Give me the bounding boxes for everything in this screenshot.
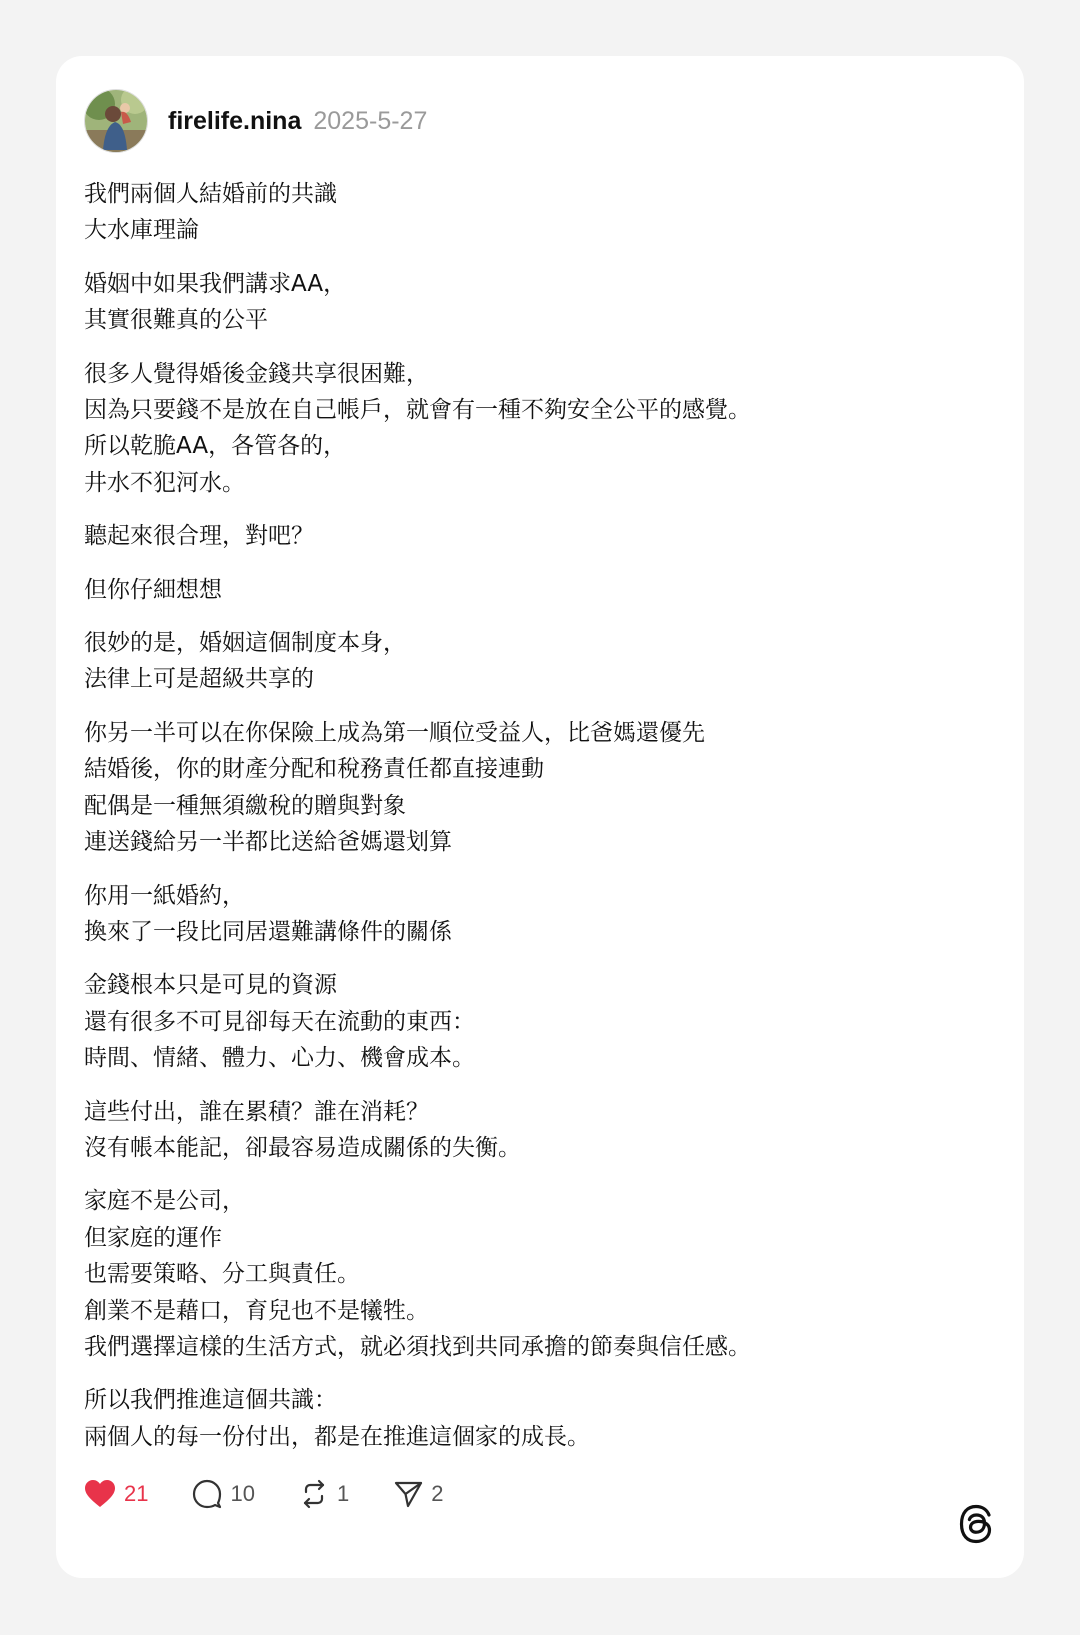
post-paragraph: [84, 266, 994, 339]
post-text-line: 創業不是藉口，育兒也不是犧牲。: [84, 1297, 429, 1324]
post-text-line: 很多人覺得婚後金錢共享很困難，: [84, 360, 429, 387]
post-paragraph: [84, 572, 994, 608]
post-paragraph: [84, 715, 994, 861]
post-text-line: 配偶是一種無須繳稅的贈與對象: [84, 792, 406, 819]
post-paragraph: [84, 1183, 994, 1365]
post-paragraph: [84, 356, 994, 502]
post-header: [84, 90, 427, 152]
threads-logo-icon: [958, 1504, 994, 1548]
post-text-line: 我們選擇這樣的生活方式，就必須找到共同承擔的節奏與信任感。: [84, 1333, 751, 1360]
post-paragraph: [84, 176, 994, 249]
post-paragraph: [84, 518, 994, 554]
share-count: 2: [431, 1481, 444, 1506]
post-paragraph: [84, 967, 994, 1076]
post-paragraph: [84, 625, 994, 698]
comment-count: 10: [230, 1481, 255, 1506]
post-text-line: 婚姻中如果我們講求AA，: [84, 270, 347, 297]
repost-button[interactable]: [299, 1479, 349, 1509]
post-paragraph: [84, 1094, 994, 1167]
repost-count: 1: [336, 1481, 350, 1506]
post-text-line: 兩個人的每一份付出，都是在推進這個家的成長。: [84, 1423, 590, 1450]
share-button[interactable]: [393, 1479, 443, 1509]
post-text-line: 連送錢給另一半都比送給爸媽還划算: [84, 829, 452, 856]
post-text-line: 結婚後，你的財產分配和稅務責任都直接連動: [84, 756, 544, 783]
post-text-line: 這些付出，誰在累積？誰在消耗？: [84, 1098, 429, 1125]
post-text-line: 換來了一段比同居還難講條件的關係: [84, 918, 452, 945]
heart-filled-icon: [84, 1479, 116, 1509]
post-paragraph: [84, 1382, 994, 1455]
post-text-line: 因為只要錢不是放在自己帳戶，就會有一種不夠安全公平的感覺。: [84, 397, 751, 424]
comment-button[interactable]: [192, 1479, 254, 1509]
post-text-line: 時間、情緒、體力、心力、機會成本。: [84, 1045, 475, 1072]
post-text-line: 沒有帳本能記，卻最容易造成關係的失衡。: [84, 1134, 521, 1161]
post-text-line: 法律上可是超級共享的: [84, 666, 314, 693]
post-text-line: 家庭不是公司，: [84, 1188, 245, 1215]
username[interactable]: firelife.nina: [168, 106, 302, 135]
post-date: 2025-5-27: [313, 106, 428, 135]
post-text-line: 金錢根本只是可見的資源: [84, 972, 337, 999]
post-text-line: 也需要策略、分工與責任。: [84, 1261, 360, 1288]
post-body: [84, 176, 994, 1472]
post-text-line: 我們兩個人結婚前的共識: [84, 181, 337, 207]
post-text-line: 你另一半可以在你保險上成為第一順位受益人，比爸媽還優先: [84, 719, 705, 746]
post-text-line: 聽起來很合理，對吧？: [84, 523, 314, 550]
like-count: 21: [124, 1481, 149, 1506]
like-button[interactable]: [84, 1479, 148, 1509]
post-card: [56, 56, 1024, 1578]
post-text-line: 但家庭的運作: [84, 1224, 222, 1251]
action-bar: [84, 1474, 443, 1514]
post-text-line: 很妙的是，婚姻這個制度本身，: [84, 630, 406, 657]
comment-icon: [192, 1479, 222, 1509]
post-text-line: 所以乾脆AA，各管各的，: [84, 433, 347, 460]
post-paragraph: [84, 878, 994, 951]
repost-icon: [299, 1479, 329, 1509]
avatar-photo: [85, 90, 147, 152]
post-text-line: 你用一紙婚約，: [84, 882, 245, 909]
post-text-line: 大水庫理論: [84, 217, 199, 244]
post-text-line: 但你仔細想想: [84, 576, 222, 603]
post-text-line: 其實很難真的公平: [84, 307, 268, 334]
post-text-line: 還有很多不可見卻每天在流動的東西：: [84, 1008, 475, 1035]
avatar[interactable]: [84, 89, 148, 153]
post-text-line: 井水不犯河水。: [84, 469, 245, 496]
post-text-line: 所以我們推進這個共識：: [84, 1387, 337, 1414]
send-icon: [393, 1479, 423, 1509]
